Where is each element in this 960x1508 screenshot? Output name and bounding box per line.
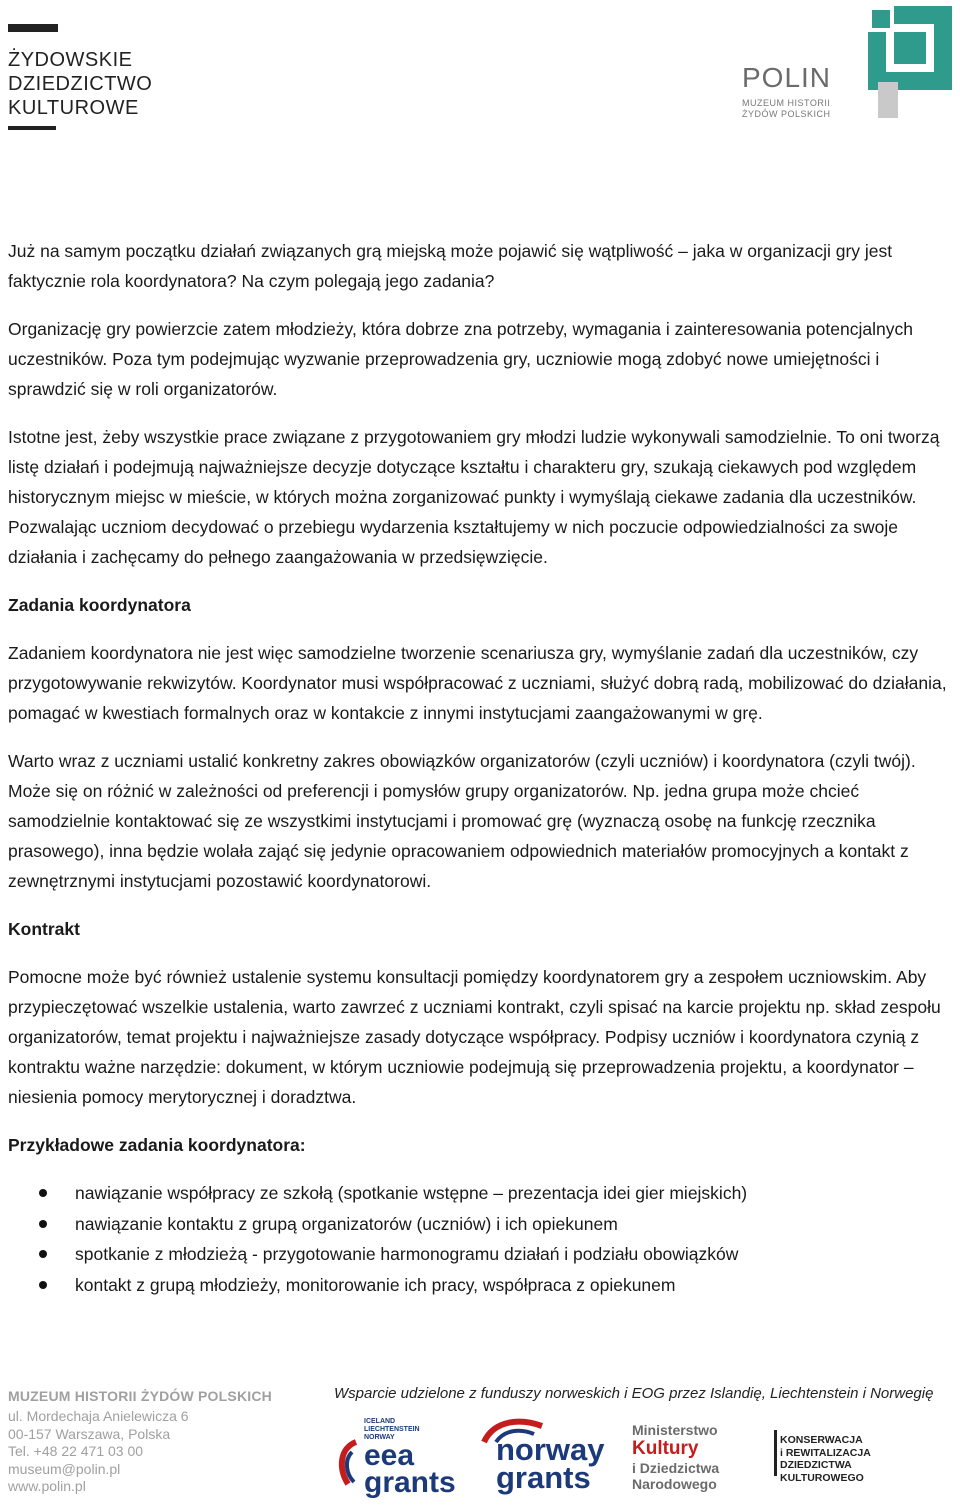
polin-symbol-icon — [868, 6, 952, 118]
bullet-icon — [39, 1281, 47, 1289]
bullet-icon — [39, 1189, 47, 1197]
ministry-line-2: Kultury — [632, 1438, 699, 1459]
list-item — [8, 1239, 956, 1270]
polin-subtitle: MUZEUM HISTORII ŻYDÓW POLSKICH — [742, 98, 831, 119]
list-item — [8, 1178, 956, 1209]
bullet-icon — [39, 1250, 47, 1258]
email: museum@polin.pl — [8, 1460, 121, 1477]
sponsor-logos — [334, 1416, 954, 1506]
address-city: 00-157 Warszawa, Polska — [8, 1425, 171, 1442]
website: www.polin.pl — [8, 1478, 86, 1494]
eea-grants-text: eea grants — [364, 1439, 456, 1499]
konserwacja-text: KONSERWACJA i REWITALIZACJA DZIEDZICTWA KULTUROWEGO — [780, 1434, 871, 1484]
logo-top-bar — [8, 24, 58, 32]
paragraph-contract: Pomocne może być również ustalenie systemu konsultacji pomiędzy koordynatorem gry a zespołem uczniowskim. Aby przypieczętować wszelkie ustalenia, warto zawrzeć z uczniami kontrakt, czyli spisać na karcie projektu np. skład zespołu organizatorów, temat projektu i najważniejsze zasady dotyczące współpracy. Podpisy uczniów i koordynatora czynią z kontraktu ważne narzędzie: dokument, w którym uczniowie podejmują się przeprowadzenia projektu, a koordynator – niesienia pomocy merytorycznej i doradztwa. — [8, 967, 941, 1107]
list-item — [8, 1270, 956, 1301]
list-item-text: spotkanie z młodzieżą - przygotowanie harmonogramu działań i podziału obowiązków — [75, 1244, 739, 1264]
ministry-line-3: i Dziedzictwa — [632, 1460, 720, 1476]
heading-example-tasks: Przykładowe zadania koordynatora: — [8, 1135, 306, 1155]
polin-logo — [742, 6, 952, 118]
konserwacja-logo — [774, 1416, 886, 1496]
eea-countries: ICELAND LIECHTENSTEIN NORWAY — [364, 1418, 420, 1441]
eea-grants-logo — [334, 1416, 464, 1499]
heading-coordinator-tasks: Zadania koordynatora — [8, 595, 191, 615]
bullet-icon — [39, 1220, 47, 1228]
list-item-text: kontakt z grupą młodzieży, monitorowanie ich pracy, współpraca z opiekunem — [75, 1274, 676, 1295]
heading-contract: Kontrakt — [8, 919, 80, 939]
support-statement: Wsparcie udzielone z funduszy norweskich i EOG przez Islandię, Liechtenstein i Norwegię — [334, 1385, 934, 1402]
logo-text: ŻYDOWSKIE DZIEDZICTWO KULTUROWE — [8, 49, 153, 119]
paragraph-intro: Już na samym początku działań związanych grą miejską może pojawić się wątpliwość – jaka w organizacji gry jest faktycznie rola koordynatora? Na czym polegają jego zadania? — [8, 241, 893, 291]
zydowskie-dziedzictwo-logo — [8, 24, 158, 130]
ministry-culture-logo — [632, 1416, 752, 1496]
eea-swirl-icon — [334, 1438, 360, 1488]
ministry-line-4: Narodowego — [632, 1476, 717, 1492]
address-street: ul. Mordechaja Anielewicza 6 — [8, 1408, 189, 1424]
paragraph-responsibilities: Warto wraz z uczniami ustalić konkretny zakres obowiązków organizatorów (czyli uczniów) i koordynatora (czyli twój). Może się on różnić w zależności od preferencji i pomysłów grupy organizatorów. Np. jedna grupa może chcieć samodzielnie kontaktować się ze wszystkimi instytucjami i promować grę (wyznaczą osobę na funkcję rzecznika prasowego), inna będzie wolała zająć się jedynie opracowaniem odpowiednich materiałów promocyjnych a kontakt z zewnętrznymi instytucjami pozostawić koordynatorowi. — [8, 751, 916, 891]
paragraph-organization: Organizację gry powierzcie zatem młodzieży, która dobrze zna potrzeby, wymagania i zainteresowania potencjalnych uczestników. Poza tym podejmując wyzwanie przeprowadzenia gry, uczniowie mogą zdobyć nowe umiejętności i sprawdzić się w roli organizatorów. — [8, 319, 913, 399]
polin-wordmark: POLIN — [742, 62, 832, 93]
list-item-text: nawiązanie kontaktu z grupą organizatorów (uczniów) i ich opiekunem — [75, 1213, 618, 1234]
museum-name: MUZEUM HISTORII ŻYDÓW POLSKICH — [8, 1388, 272, 1404]
norway-grants-logo — [480, 1416, 615, 1496]
document-body — [8, 236, 956, 1300]
sponsor-section — [334, 1385, 954, 1506]
phone: Tel. +48 22 471 03 00 — [8, 1443, 144, 1459]
task-list — [8, 1178, 956, 1300]
paragraph-coordinator-role: Zadaniem koordynatora nie jest więc samodzielne tworzenie scenariusza gry, wymyślanie zadań dla uczestników, czy przygotowywanie rekwizytów. Koordynator musi współpracować z uczniami, służyć dobrą radą, mobilizować do działania, pomagać w kwestiach formalnych oraz w kontakcie z innymi instytucjami zaangażowanymi w grę. — [8, 643, 947, 723]
logo-bottom-bar — [8, 126, 56, 130]
museum-contact — [8, 1388, 308, 1496]
list-item-text: nawiązanie współpracy ze szkołą (spotkanie wstępne – prezentacja idei gier miejskich) — [75, 1183, 748, 1203]
norway-grants-text: norway grants — [496, 1432, 605, 1495]
paragraph-independence: Istotne jest, żeby wszystkie prace związane z przygotowaniem gry młodzi ludzie wykonywali samodzielnie. To oni tworzą listę działań i podejmują najważniejsze decyzje dotyczące kształtu i charakteru gry, szukają ciekawych pod względem historycznym miejsc w mieście, w których można zorganizować punkty i wymyślają ciekawe zadania dla uczestników. Pozwalając uczniom decydować o przebiegu wydarzenia kształtujemy w nich poczucie odpowiedzialności za swoje działania i zachęcamy do pełnego zaangażowania w przedsięwzięcie. — [8, 427, 940, 567]
list-item — [8, 1209, 956, 1240]
ministry-line-1: Ministerstwo — [632, 1422, 718, 1438]
